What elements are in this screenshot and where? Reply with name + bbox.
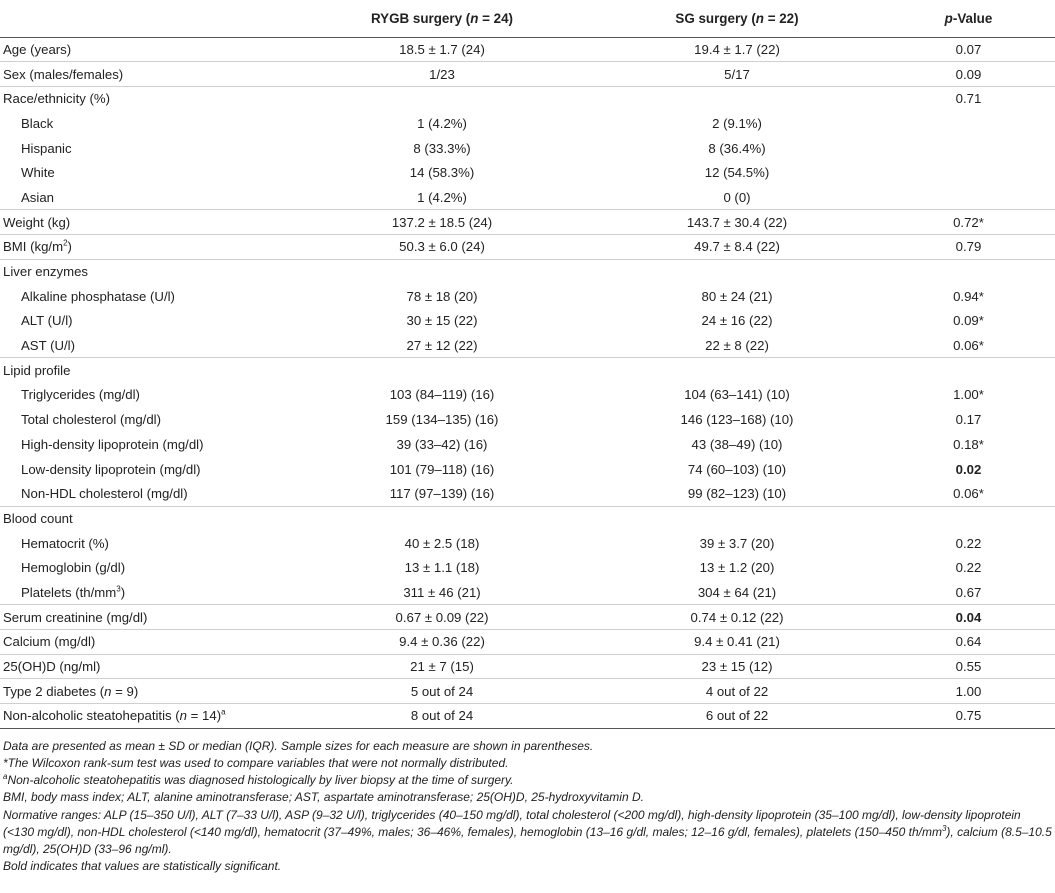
- row-label: [0, 37, 292, 62]
- cell-rygb: [292, 259, 592, 284]
- header-rygb-text: RYGB surgery (: [370, 10, 471, 26]
- row-label-suffix: ): [67, 239, 72, 255]
- cell-rygb: [292, 86, 592, 111]
- row-label-text: AST (U/l): [21, 337, 75, 353]
- row-label-superscript: 3: [116, 584, 121, 594]
- footnote: [3, 789, 1052, 806]
- row-label-text: Race/ethnicity (%): [3, 91, 111, 107]
- row-label: [0, 86, 292, 111]
- row-label: [0, 654, 292, 679]
- table-header: [0, 0, 1055, 37]
- cell-rygb: 9.4 ± 0.36 (22): [292, 630, 592, 655]
- cell-sg: 13 ± 1.2 (20): [699, 560, 775, 576]
- header-p-rest: -Value: [952, 10, 993, 26]
- row-label-footnote-mark: a: [221, 708, 226, 718]
- cell-sg: 143.7 ± 30.4 (22): [592, 210, 882, 235]
- cell-sg: 12 (54.5%): [704, 165, 770, 181]
- row-label-text: Blood count: [3, 511, 73, 527]
- cell-p-value: 1.00: [882, 679, 1055, 704]
- table-row: [0, 679, 1055, 704]
- row-label-text: Liver enzymes: [3, 264, 89, 280]
- table-row: [0, 432, 1055, 457]
- footnote: [3, 772, 1052, 789]
- cell-rygb: 0.67 ± 0.09 (22): [292, 605, 592, 630]
- header-sg-n: n: [755, 10, 764, 26]
- table-row: [0, 704, 1055, 729]
- cell-sg: 43 (38–49) (10): [691, 436, 783, 452]
- table-row: [0, 185, 1055, 210]
- row-label-text: Age (years): [3, 41, 72, 57]
- cell-sg: 19.4 ± 1.7 (22): [694, 41, 780, 57]
- cell-rygb: 1/23: [292, 62, 592, 87]
- table-row: [0, 506, 1055, 531]
- cell-rygb: 311 ± 46 (21): [403, 584, 481, 600]
- row-label-text: High-density lipoprotein (mg/dl): [21, 436, 204, 452]
- cell-p-value: 0.67: [955, 584, 982, 600]
- row-label-text: Asian: [21, 189, 54, 205]
- row-label-text: Calcium (mg/dl): [3, 634, 96, 650]
- table-row: [0, 407, 1055, 432]
- cell-rygb: 159 (134–135) (16): [385, 412, 499, 428]
- table-row: [0, 86, 1055, 111]
- cell-rygb: 30 ± 15 (22): [406, 313, 478, 329]
- header-sg-count: = 22): [763, 10, 799, 26]
- cell-p-value: 0.55: [882, 654, 1055, 679]
- table-row: [0, 111, 1055, 136]
- cell-rygb: 8 (33.3%): [413, 140, 471, 156]
- row-label-text: White: [21, 165, 55, 181]
- table-row: [0, 531, 1055, 556]
- table-row: [0, 383, 1055, 408]
- header-rygb-n: n: [470, 10, 479, 26]
- cell-rygb: [292, 358, 592, 383]
- cell-rygb: 40 ± 2.5 (18): [404, 535, 480, 551]
- cell-sg: 23 ± 15 (12): [592, 654, 882, 679]
- row-label: [0, 432, 292, 457]
- cell-sg: 104 (63–141) (10): [684, 387, 790, 403]
- cell-p-value: 0.17: [955, 412, 982, 428]
- table-row: [0, 62, 1055, 87]
- table-row: [0, 136, 1055, 161]
- cell-p-value: 0.22: [955, 560, 982, 576]
- row-label: [0, 531, 292, 556]
- cell-rygb: 39 (33–42) (16): [396, 436, 488, 452]
- cell-p-value: 0.09: [882, 62, 1055, 87]
- cell-p-value: 0.02: [955, 461, 982, 477]
- row-label: [0, 580, 292, 605]
- row-label-suffix: = 14): [187, 708, 222, 724]
- row-label: [0, 605, 292, 630]
- cell-sg: 304 ± 64 (21): [697, 584, 777, 600]
- cell-p-value: 0.22: [955, 535, 982, 551]
- cell-sg: 6 out of 22: [592, 704, 882, 729]
- cell-rygb: 101 (79–118) (16): [389, 461, 495, 477]
- cell-sg: [592, 506, 882, 531]
- footnote-text: *The Wilcoxon rank-sum test was used to compare variables that were not normally distributed.: [3, 755, 509, 770]
- table-row: [0, 457, 1055, 482]
- row-label-text: Hemoglobin (g/dl): [21, 560, 126, 576]
- cell-p-value: 0.64: [882, 630, 1055, 655]
- row-label-text: BMI (kg/m: [3, 239, 64, 255]
- cell-p-value: [882, 259, 1055, 284]
- table-row: [0, 160, 1055, 185]
- row-label: [0, 358, 292, 383]
- header-p-value: [882, 0, 1055, 37]
- footnote-text: Non-alcoholic steatohepatitis was diagnosed histologically by liver biopsy at the time of surgery.: [7, 773, 514, 788]
- cell-p-value: 0.04: [882, 605, 1055, 630]
- row-label: [0, 704, 292, 729]
- cell-p-value: 0.94*: [953, 288, 984, 304]
- cell-rygb: 103 (84–119) (16): [389, 387, 495, 403]
- table-row: [0, 37, 1055, 62]
- table-row: [0, 358, 1055, 383]
- cell-sg: 8 (36.4%): [708, 140, 766, 156]
- table-row: [0, 630, 1055, 655]
- footnote-text: Normative ranges: ALP (15–350 U/l), ALT (7–33 U/l), ASP (9–32 U/l), triglycerides (40–150 mg/dl), total cholesterol (<200 mg/dl), high-density lipoprotein (35–100 mg/dl), low-density lipoprotein (<130 mg/dl), non-HDL cholesterol (<140 mg/dl), hematocrit (37–49%, males; 36–46%, females), hemoglobin (13–16 g/dl, males; 12–16 g/dl, females), platelets (150–450 th/mm: [3, 807, 1021, 839]
- cell-p-value: 1.00*: [953, 387, 984, 403]
- cell-sg: 99 (82–123) (10): [687, 485, 787, 501]
- footnote-text: Data are presented as mean ± SD or median (IQR). Sample sizes for each measure are shown in parentheses.: [3, 738, 594, 753]
- row-label: [0, 235, 292, 260]
- row-label: [0, 383, 292, 408]
- cell-sg: 4 out of 22: [592, 679, 882, 704]
- footnote-superscript: 3: [941, 823, 947, 833]
- row-label: [0, 160, 292, 185]
- cell-rygb: [292, 506, 592, 531]
- row-label-text: Sex (males/females): [3, 66, 124, 82]
- cell-rygb: 1 (4.2%): [417, 115, 467, 131]
- footnote: [3, 755, 1052, 772]
- header-rygb-count: = 24): [478, 10, 514, 26]
- table-row: [0, 259, 1055, 284]
- footnote: [3, 738, 1052, 755]
- cell-sg: 5/17: [592, 62, 882, 87]
- cell-sg: [592, 259, 882, 284]
- table-row: [0, 605, 1055, 630]
- row-label-text: 25(OH)D (ng/ml): [3, 659, 101, 675]
- cell-sg: 2 (9.1%): [712, 115, 762, 131]
- row-label-italic: n: [104, 683, 112, 699]
- table-row: [0, 580, 1055, 605]
- cell-sg: 9.4 ± 0.41 (21): [592, 630, 882, 655]
- footnote: [3, 858, 1052, 875]
- cell-p-value: 0.09*: [953, 313, 984, 329]
- cell-p-value: [882, 506, 1055, 531]
- cell-sg: [592, 86, 882, 111]
- cell-p-value: 0.79: [882, 235, 1055, 260]
- row-label-text: Platelets (th/mm: [21, 584, 117, 600]
- footnote: [3, 807, 1052, 859]
- header-sg-text: SG surgery (: [675, 10, 756, 26]
- cell-rygb: 50.3 ± 6.0 (24): [292, 235, 592, 260]
- cell-sg: 0.74 ± 0.12 (22): [592, 605, 882, 630]
- cell-rygb: 137.2 ± 18.5 (24): [292, 210, 592, 235]
- row-label: [0, 284, 292, 309]
- row-label: [0, 506, 292, 531]
- row-label: [0, 555, 292, 580]
- row-label-text: Low-density lipoprotein (mg/dl): [21, 461, 201, 477]
- table-row: [0, 333, 1055, 358]
- cell-sg: 146 (123–168) (10): [680, 412, 794, 428]
- footnote-text: BMI, body mass index; ALT, alanine aminotransferase; AST, aspartate aminotransferase; 25(OH)D, 25-hydroxyvitamin D.: [3, 790, 644, 805]
- row-label-text: Serum creatinine (mg/dl): [3, 609, 148, 625]
- table-row: [0, 210, 1055, 235]
- table-row: [0, 654, 1055, 679]
- cell-sg: 39 ± 3.7 (20): [699, 535, 775, 551]
- cell-rygb: 14 (58.3%): [409, 165, 475, 181]
- footnote-mark: a: [3, 772, 8, 782]
- cell-p-value: [882, 160, 1055, 185]
- row-label-text: Type 2 diabetes (: [3, 683, 105, 699]
- cell-rygb: 1 (4.2%): [417, 189, 467, 205]
- cell-rygb: 21 ± 7 (15): [292, 654, 592, 679]
- cell-p-value: [882, 185, 1055, 210]
- row-label-text: Non-alcoholic steatohepatitis (: [3, 708, 180, 724]
- footnote-text: Bold indicates that values are statistically significant.: [3, 859, 282, 874]
- cell-sg: 49.7 ± 8.4 (22): [592, 235, 882, 260]
- header-label-column: [0, 0, 292, 37]
- cell-p-value: 0.06*: [953, 337, 984, 353]
- table-row: [0, 309, 1055, 334]
- row-label-text: Black: [21, 115, 54, 131]
- table-row: [0, 235, 1055, 260]
- row-label-text: Hematocrit (%): [21, 535, 109, 551]
- header-sg: [592, 0, 882, 37]
- row-label: [0, 136, 292, 161]
- row-label-text: Lipid profile: [3, 363, 71, 379]
- row-label-text: Non-HDL cholesterol (mg/dl): [21, 485, 188, 501]
- table-body: [0, 37, 1055, 728]
- cell-rygb: 18.5 ± 1.7 (24): [399, 41, 485, 57]
- cell-sg: 24 ± 16 (22): [701, 313, 773, 329]
- cell-p-value: [882, 358, 1055, 383]
- row-label-text: ALT (U/l): [21, 313, 73, 329]
- cell-rygb: 8 out of 24: [292, 704, 592, 729]
- row-label: [0, 457, 292, 482]
- row-label: [0, 481, 292, 506]
- table-footnotes: [0, 729, 1055, 876]
- cell-p-value: [882, 111, 1055, 136]
- table-row: [0, 284, 1055, 309]
- header-rygb: [292, 0, 592, 37]
- row-label: [0, 259, 292, 284]
- row-label: [0, 679, 292, 704]
- cell-rygb: 27 ± 12 (22): [406, 337, 478, 353]
- cell-sg: 22 ± 8 (22): [705, 337, 769, 353]
- table-row: [0, 555, 1055, 580]
- cell-sg: 0 (0): [723, 189, 751, 205]
- header-row: [0, 0, 1055, 37]
- cell-p-value: 0.18*: [953, 436, 984, 452]
- row-label-text: Hispanic: [21, 140, 72, 156]
- row-label: [0, 630, 292, 655]
- cell-p-value: [882, 136, 1055, 161]
- row-label: [0, 210, 292, 235]
- row-label: [0, 407, 292, 432]
- cell-p-value: 0.72*: [882, 210, 1055, 235]
- cell-rygb: 13 ± 1.1 (18): [404, 560, 480, 576]
- row-label: [0, 333, 292, 358]
- cell-sg: [592, 358, 882, 383]
- row-label: [0, 309, 292, 334]
- row-label: [0, 62, 292, 87]
- row-label-suffix: = 9): [111, 683, 139, 699]
- cell-p-value: 0.71: [882, 86, 1055, 111]
- row-label-superscript: 2: [63, 238, 68, 248]
- footnote-text-continued: ), calcium (8.5–10.5 mg/dl), 25(OH)D (33–96 ng/ml).: [3, 824, 1052, 856]
- row-label-italic: n: [179, 708, 188, 724]
- row-label-text: Total cholesterol (mg/dl): [21, 412, 161, 428]
- row-label-suffix: ): [120, 584, 126, 600]
- row-label: [0, 111, 292, 136]
- cell-p-value: 0.07: [955, 41, 982, 57]
- cell-rygb: 78 ± 18 (20): [406, 288, 478, 304]
- cell-p-value: 0.75: [882, 704, 1055, 729]
- cell-p-value: 0.06*: [953, 485, 984, 501]
- cell-rygb: 5 out of 24: [292, 679, 592, 704]
- row-label-text: Triglycerides (mg/dl): [21, 387, 140, 403]
- table-row: [0, 481, 1055, 506]
- row-label-text: Alkaline phosphatase (U/l): [21, 288, 175, 304]
- row-label-text: Weight (kg): [3, 214, 71, 230]
- cell-sg: 74 (60–103) (10): [687, 461, 787, 477]
- cell-rygb: 117 (97–139) (16): [389, 485, 495, 501]
- header-p-letter: p: [944, 10, 953, 26]
- row-label: [0, 185, 292, 210]
- cell-sg: 80 ± 24 (21): [701, 288, 773, 304]
